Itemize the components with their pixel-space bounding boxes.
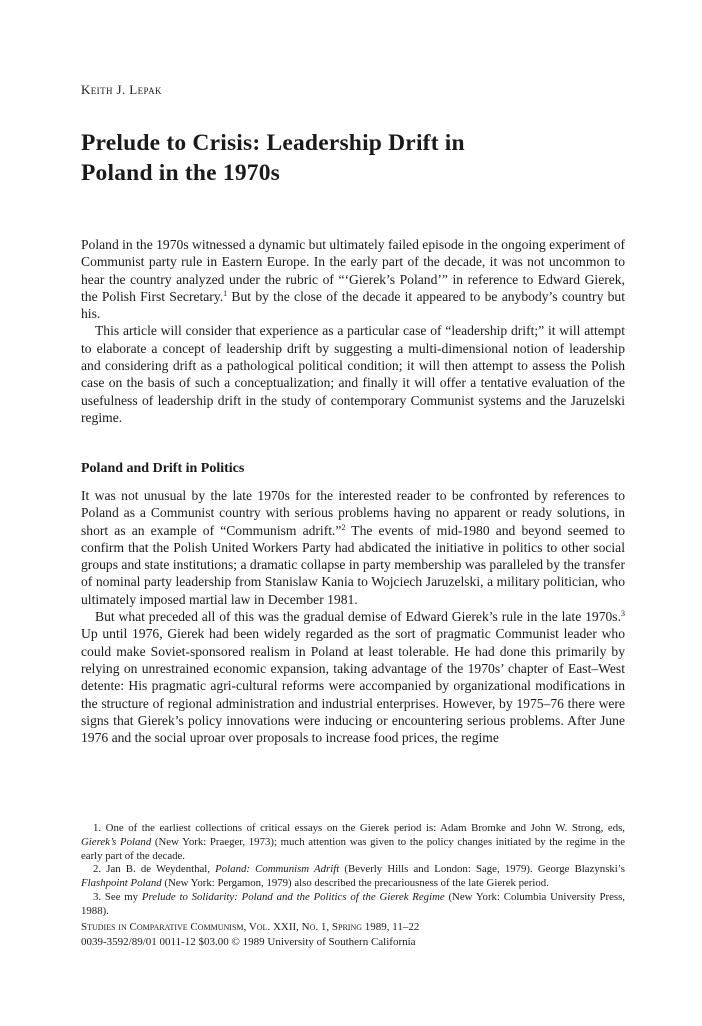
section-paragraph-1: It was not unusual by the late 1970s for the interested reader to be confronted by references to Poland as a Communist country with serious problems having no apparent or ready solutions, in short as an example of “Communism adrift.”$^2$ The events of mid-1980 and beyond seemed to confirm that the Polish United Workers Party had abdicated the initiative in politics to other social groups and state institutions; a dramatic collapse in party membership was paralleled by the transfer of nominal party leadership from Stanislaw Kania to Wojciech Jaruzelski, a military politician, who ultimately imposed martial law in December 1981. [81, 488, 625, 607]
footnote-ref-3[interactable]: 3 [621, 609, 625, 619]
intro-paragraph-2: This article will consider that experience as a particular case of “leadership drift;” it will attempt to elaborate a concept of leadership drift by suggesting a multi-dimensional notion of leadership and considering drift as a pathological political condition; it will then attempt to assess the Polish case on the basis of such a conceptualization; and finally it will offer a tentative evaluation of the usefulness of leadership drift in the study of contemporary Communist systems and the Jaruzelski regime. [81, 323, 625, 425]
footnote-ref-1[interactable]: 1 [223, 288, 228, 298]
section-body [81, 487, 625, 746]
article-title [81, 128, 465, 188]
footnote-1: 1. One of the earliest collections of critical essays on the Gierek period is: Adam Bromke and John W. Strong, eds, Gierek’s Poland (New York: Praeger, 1973); much attention was given to the policy changes initiated by the regime in the early part of the decade. [81, 822, 625, 862]
title-line-1: Prelude to Crisis: Leadership Drift in [81, 130, 465, 156]
section-paragraph-2: But what preceded all of this was the gradual demise of Edward Gierek’s rule in the late 1970s.$^3$ Up until 1976, Gierek had been widely regarded as the sort of pragmatic Communist leader who could make Soviet-sponsored realism in Poland at least tolerable. He had done this primarily by relying on unrestrained economic expansion, taking advantage of the 1970s’ chapter of East–West detente: His pragmatic agri-cultural reforms were accompanied by organizational modifications in the structure of regional administration and industrial enterprises. However, by 1975–76 there were signs that Gierek’s policy innovations were inducing or encountering serious problems. After June 1976 and the social uproar over proposals to increase food prices, the regime [81, 609, 625, 746]
footnote-2: 2. Jan B. de Weydenthal, Poland: Communism Adrift (Beverly Hills and London: Sage, 1979). George Blazynski’s Flashpoint Poland (New York: Pergamon, 1979) also described the precariousness of the late Gierek period. [81, 863, 625, 890]
footnote-3: 3. See my Prelude to Solidarity: Poland and the Politics of the Gierek Regime (New York: Columbia University Press, 1988). [81, 890, 625, 917]
title-line-2: Poland in the 1970s [81, 160, 281, 186]
author-name: Keith J. Lepak [81, 82, 162, 97]
intro-paragraph-1: Poland in the 1970s witnessed a dynamic but ultimately failed episode in the ongoing experiment of Communist party rule in Eastern Europe. In the early part of the decade, it was not uncommon to hear the country analyzed under the rubric of “‘Gierek’s Poland’” in reference to Edward Gierek, the Polish First Secretary.$^1$ But by the close of the decade it appeared to be anybody’s country but his. [81, 237, 626, 322]
introduction [81, 236, 625, 426]
journal-line-1: Studies in Comparative Communism, Vol. XXII, No. 1, Spring 1989, 11–22 [81, 921, 420, 933]
journal-line-2: 0039-3592/89/01 0011-12 $03.00 © 1989 University of Southern California [81, 936, 416, 948]
footnote-ref-2[interactable]: 2 [341, 522, 346, 532]
section-heading: Poland and Drift in Politics [81, 461, 245, 476]
footnotes [81, 822, 625, 919]
journal-citation [81, 920, 419, 950]
